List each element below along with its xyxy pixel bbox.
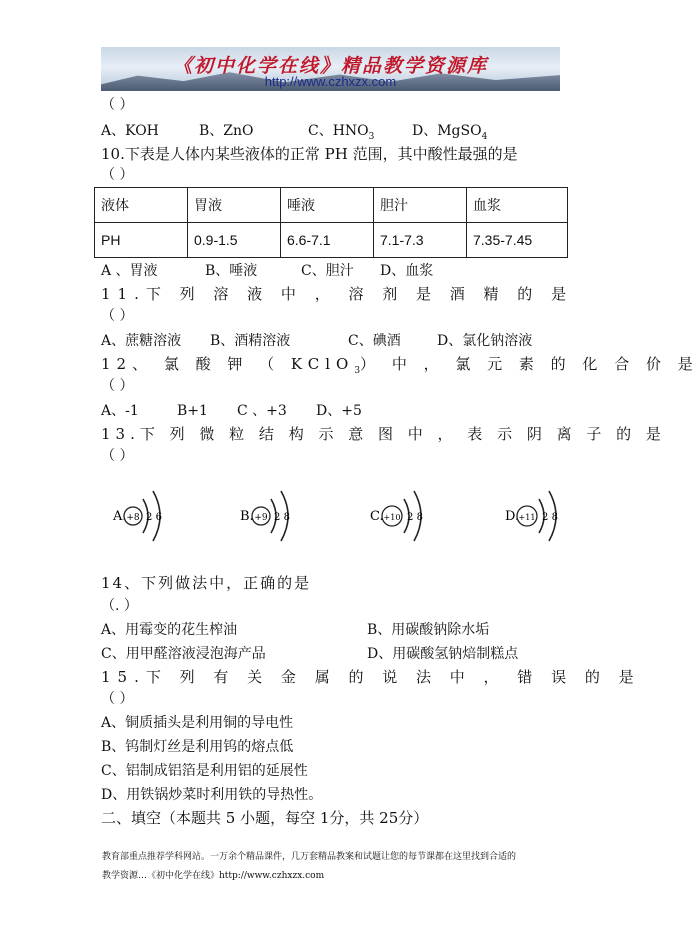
atom-d-electrons: 2 8 [542, 512, 558, 523]
atom-diagram-d [505, 485, 569, 547]
q9-option-a: A、KOH [101, 123, 159, 139]
q14-option-b: B、用碳酸钠除水垢 [367, 622, 490, 638]
ph-table-cell: 0.9-1.5 [188, 223, 281, 258]
q9-paren: （ ） [101, 97, 134, 113]
atom-a-nucleus: +8 [126, 513, 140, 523]
banner-title: 《初中化学在线》精品教学资源库 [172, 55, 488, 77]
q14-option-c: C、用甲醛溶液浸泡海产品 [101, 646, 266, 662]
q11-option-d: D、氯化钠溶液 [437, 333, 533, 349]
q10-text: 10.下表是人体内某些液体的正常 PH 范围，其中酸性最强的是 [101, 145, 518, 163]
q14-option-d: D、用碳酸氢钠焙制糕点 [367, 646, 519, 662]
atom-d-nucleus: +11 [518, 513, 536, 522]
q12-option-d: D、+5 [316, 403, 362, 419]
q14-text: 14、下列做法中，正确的是 [101, 574, 312, 592]
atom-diagram-a [113, 485, 173, 547]
q15-option-d: D、用铁锅炒菜时利用铁的导热性。 [101, 787, 323, 803]
q11-paren: （ ） [101, 308, 134, 324]
q15-option-c: C、铝制成铝箔是利用铝的延展性 [101, 763, 308, 779]
ph-table-header-cell: 胆汁 [374, 188, 467, 223]
ph-table-cell: PH [95, 223, 188, 258]
atom-b-nucleus: +9 [254, 513, 268, 523]
q15-option-b: B、钨制灯丝是利用钨的熔点低 [101, 739, 294, 755]
banner-url: http://www.czhxzx.com [264, 74, 397, 89]
ph-table-header-cell: 唾液 [281, 188, 374, 223]
q12-option-a: A、-1 [101, 403, 139, 419]
q13-paren: （ ） [101, 448, 134, 464]
footer-line-2: 教学资源…《初中化学在线》http://www.czhxzx.com [102, 871, 325, 881]
ph-table-cell: 6.6-7.1 [281, 223, 374, 258]
q11-option-c: C、碘酒 [348, 333, 401, 349]
atom-diagram-c [370, 485, 434, 547]
q12-options [101, 402, 401, 422]
q10-options [101, 262, 521, 282]
atom-b-electrons: 2 8 [274, 512, 290, 523]
atom-b-label: B. [240, 509, 254, 524]
q14-option-a: A、用霉变的花生榨油 [101, 622, 238, 638]
q15-paren: （ ） [101, 691, 134, 707]
q10-option-d: D、血浆 [380, 263, 434, 279]
q9-option-d: D、MgSO$_4$ [412, 123, 488, 142]
q11-text: 11.下 列 溶 液 中 ， 溶 剂 是 酒 精 的 是 [101, 285, 574, 303]
q11-options [101, 332, 561, 352]
q15-text: 15.下 列 有 关 金 属 的 说 法 中 ， 错 误 的 是 [101, 668, 641, 686]
q12-option-b: B+1 [177, 403, 208, 419]
atom-d-label: D. [505, 509, 520, 524]
ph-table [94, 187, 568, 258]
atom-diagram-b [240, 485, 300, 547]
q13-text: 13.下 列 微 粒 结 构 示 意 图 中 ， 表 示 阴 离 子 的 是 [101, 425, 666, 443]
q9-options [101, 122, 581, 142]
q10-option-c: C、胆汁 [301, 263, 354, 279]
ph-table-header-cell: 胃液 [188, 188, 281, 223]
q14-paren: （. ） [101, 598, 138, 614]
ph-table-header-cell: 液体 [95, 188, 188, 223]
ph-table-header-cell: 血浆 [467, 188, 568, 223]
header-banner [101, 47, 560, 91]
ph-table-cell: 7.35-7.45 [467, 223, 568, 258]
q11-option-a: A、蔗糖溶液 [101, 333, 182, 349]
q12-option-c: C 、+3 [237, 403, 287, 419]
atom-a-electrons: 2 6 [146, 512, 162, 523]
footer-line-1: 教育部重点推荐学科网站。一万余个精品课件，几万套精品教案和试题让您的每节课都在这里找到合适的 [102, 852, 517, 862]
q12-paren: （ ） [101, 378, 134, 394]
q14-options-row1 [101, 621, 561, 641]
q10-paren: （ ） [101, 167, 134, 183]
atom-a-label: A. [113, 509, 127, 524]
ph-table-row [95, 223, 568, 258]
atom-c-electrons: 2 8 [407, 512, 423, 523]
q9-option-b: B、ZnO [199, 123, 254, 139]
q10-option-b: B、唾液 [205, 263, 258, 279]
ph-table-cell: 7.1-7.3 [374, 223, 467, 258]
q14-options-row2 [101, 645, 561, 665]
q11-option-b: B、酒精溶液 [210, 333, 291, 349]
atom-c-label: C. [370, 509, 384, 524]
ph-table-header-row [95, 188, 568, 223]
q9-option-c: C、$HNO_3$ [308, 123, 375, 142]
section-heading: 二、填空（本题共 5 小题，每空 1分，共 25分） [101, 809, 429, 827]
q15-option-a: A、铜质插头是利用铜的导电性 [101, 715, 294, 731]
q12-text: 12、 氯 酸 钾 （ KClO$_3$） 中 ， 氯 元 素 的 化 合 价 是 [101, 355, 699, 376]
q10-option-a: A 、胃液 [101, 263, 158, 279]
atom-c-nucleus: +10 [383, 513, 401, 522]
